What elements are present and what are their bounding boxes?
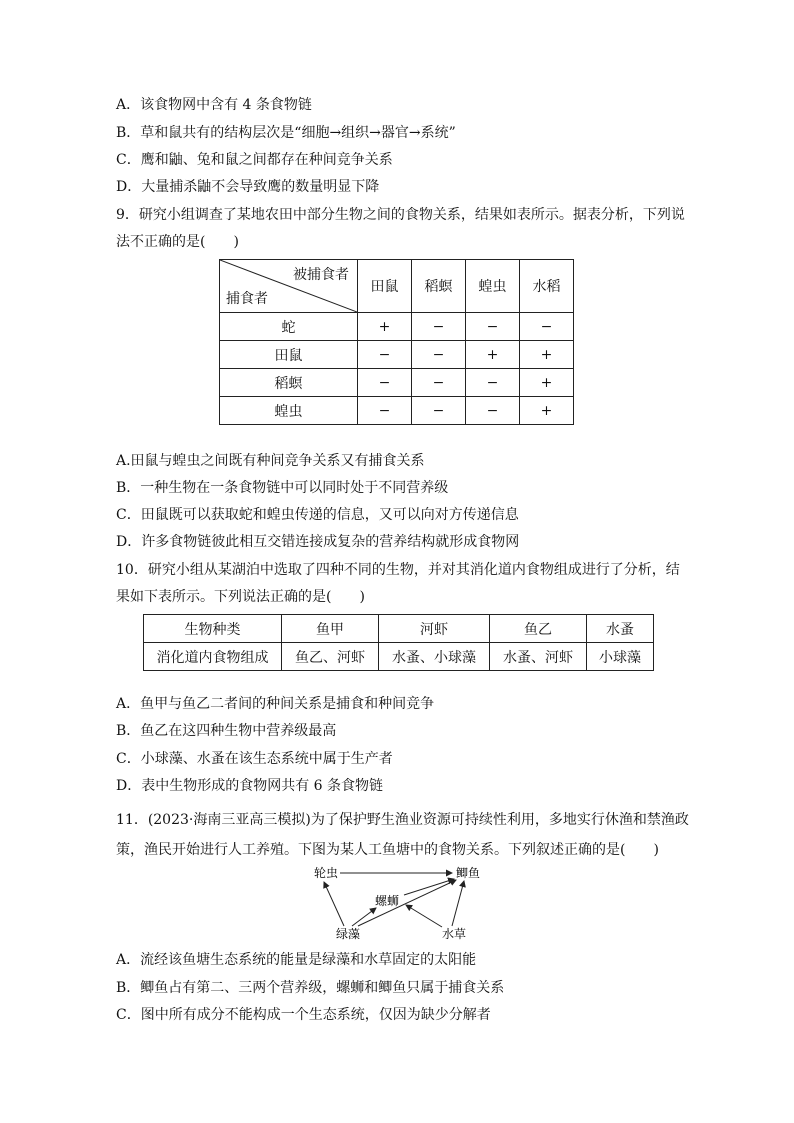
table-cell: − — [412, 397, 466, 425]
table-cell: + — [520, 397, 574, 425]
row-header: 消化道内食物组成 — [144, 643, 282, 671]
table-cell: − — [466, 397, 520, 425]
row-header: 田鼠 — [220, 341, 358, 369]
table-row — [220, 341, 574, 369]
col-header: 鱼乙 — [490, 615, 587, 643]
table-cell: + — [466, 341, 520, 369]
table-cell: 小球藻 — [587, 643, 654, 671]
q9-stem-line1: 9．研究小组调查了某地农田中部分生物之间的食物关系，结果如表所示。据表分析，下列说 — [116, 207, 685, 223]
table-cell: 水蚤、河虾 — [490, 643, 587, 671]
pond-food-web-diagram — [300, 863, 500, 943]
table-cell: − — [358, 341, 412, 369]
algae-node: 绿藻 — [336, 927, 361, 941]
col-header: 水蚤 — [587, 615, 654, 643]
q10-option-c: C．小球藻、水蚤在该生态系统中属于生产者 — [116, 751, 393, 767]
q11-option-c: C．图中所有成分不能构成一个生态系统，仅因为缺少分解者 — [116, 1007, 491, 1023]
row-header: 蛇 — [220, 313, 358, 341]
crucian-node: 鲫鱼 — [456, 866, 481, 880]
table-row — [220, 397, 574, 425]
q9-option-c: C．田鼠既可以获取蛇和蝗虫传递的信息，又可以向对方传递信息 — [116, 507, 519, 523]
q10-stem-line2: 果如下表所示。下列说法正确的是( ) — [116, 589, 365, 605]
col-header: 稻螟 — [412, 260, 466, 313]
snail-node: 螺蛳 — [375, 894, 400, 908]
q9-option-b: B．一种生物在一条食物链中可以同时处于不同营养级 — [116, 480, 449, 496]
corner-prey-label: 被捕食者 — [293, 267, 349, 283]
q9-option-d: D．许多食物链彼此相互交错连接成复杂的营养结构就形成食物网 — [116, 534, 520, 550]
q8-option-c: C．鹰和鼬、兔和鼠之间都存在种间竞争关系 — [116, 152, 393, 168]
table-cell: − — [412, 313, 466, 341]
row-header: 稻螟 — [220, 369, 358, 397]
q10-option-b: B．鱼乙在这四种生物中营养级最高 — [116, 723, 337, 739]
q11-stem-line1: 11．(2023·海南三亚高三模拟)为了保护野生渔业资源可持续性利用，多地实行休渔和禁渔政 — [116, 812, 689, 828]
q10-stem-line1: 10．研究小组从某湖泊中选取了四种不同的生物，并对其消化道内食物组成进行了分析，结 — [116, 562, 680, 578]
table-header-row — [144, 615, 654, 643]
q8-option-a: A．该食物网中含有 4 条食物链 — [116, 97, 312, 113]
table-cell: 水蚤、小球藻 — [379, 643, 490, 671]
table-cell: − — [466, 313, 520, 341]
arrow-grass-crucian — [452, 881, 464, 926]
q11-option-a: A．流经该鱼塘生态系统的能量是绿藻和水草固定的太阳能 — [116, 952, 477, 968]
row-header: 蝗虫 — [220, 397, 358, 425]
table-cell: − — [412, 341, 466, 369]
col-header: 蝗虫 — [466, 260, 520, 313]
table-corner-cell — [220, 260, 358, 313]
arrow-algae-rotifer — [324, 882, 344, 926]
corner-predator-label: 捕食者 — [226, 291, 268, 307]
table-row — [144, 643, 654, 671]
table-row — [220, 369, 574, 397]
q11-option-b: B．鲫鱼占有第二、三两个营养级，螺蛳和鲫鱼只属于捕食关系 — [116, 980, 505, 996]
q10-diet-table — [143, 614, 654, 671]
rotifer-node: 轮虫 — [314, 866, 339, 880]
q10-option-a: A．鱼甲与鱼乙二者间的种间关系是捕食和种间竞争 — [116, 696, 435, 712]
q9-stem-line2: 法不正确的是( ) — [116, 234, 239, 250]
col-header: 生物种类 — [144, 615, 282, 643]
q10-option-d: D．表中生物形成的食物网共有 6 条食物链 — [116, 778, 384, 794]
col-header: 水稻 — [520, 260, 574, 313]
table-cell: + — [520, 369, 574, 397]
table-cell: − — [520, 313, 574, 341]
q8-option-d: D．大量捕杀鼬不会导致鹰的数量明显下降 — [116, 179, 380, 195]
q9-option-a: A.田鼠与蝗虫之间既有种间竞争关系又有捕食关系 — [116, 453, 425, 469]
col-header: 河虾 — [379, 615, 490, 643]
table-cell: 鱼乙、河虾 — [282, 643, 379, 671]
table-row — [220, 313, 574, 341]
arrow-grass-snail — [406, 905, 442, 927]
table-cell: − — [358, 369, 412, 397]
q8-option-b: B．草和鼠共有的结构层次是“细胞→组织→器官→系统” — [116, 125, 456, 141]
grass-node: 水草 — [442, 927, 467, 941]
table-cell: − — [466, 369, 520, 397]
q11-stem-line2: 策，渔民开始进行人工养殖。下图为某人工鱼塘中的食物关系。下列叙述正确的是( ) — [116, 842, 659, 858]
col-header: 鱼甲 — [282, 615, 379, 643]
q9-food-table — [219, 259, 574, 425]
arrow-algae-crucian — [358, 880, 456, 926]
col-header: 田鼠 — [358, 260, 412, 313]
table-cell: + — [520, 341, 574, 369]
table-cell: − — [412, 369, 466, 397]
table-cell: − — [358, 397, 412, 425]
table-cell: + — [358, 313, 412, 341]
